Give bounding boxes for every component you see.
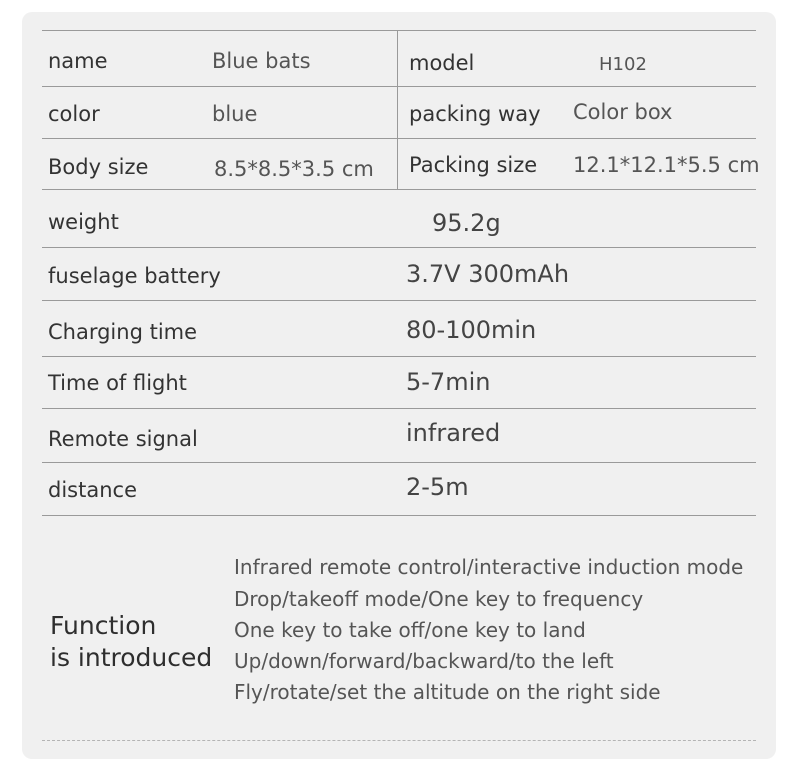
function-line: Drop/takeoff mode/One key to frequency: [234, 587, 644, 611]
packing-size-label: Packing size: [409, 153, 538, 177]
function-line: Infrared remote control/interactive induction mode: [234, 555, 744, 579]
table-rule-bottom: [42, 515, 756, 516]
body-size-value: 8.5*8.5*3.5 cm: [214, 157, 374, 181]
body-size-label: Body size: [48, 155, 149, 179]
table-rule: [42, 138, 756, 139]
table-rule: [42, 408, 756, 409]
distance-label: distance: [48, 478, 137, 502]
name-label: name: [48, 49, 108, 73]
charging-time-value: 80-100min: [406, 316, 537, 344]
table-rule: [42, 86, 756, 87]
weight-label: weight: [48, 210, 119, 234]
remote-signal-value: infrared: [406, 419, 501, 447]
flight-time-label: Time of flight: [48, 371, 187, 395]
packing-way-label: packing way: [409, 102, 541, 126]
column-divider: [397, 30, 398, 189]
table-rule-top: [42, 30, 756, 31]
packing-size-value: 12.1*12.1*5.5 cm: [573, 153, 760, 177]
section-rule-bottom: [42, 740, 756, 741]
function-line: Fly/rotate/set the altitude on the right side: [234, 680, 661, 704]
table-rule: [42, 356, 756, 357]
battery-value: 3.7V 300mAh: [406, 260, 570, 288]
table-rule: [42, 189, 756, 190]
table-rule: [42, 300, 756, 301]
name-value: Blue bats: [212, 49, 311, 73]
function-title-line-2: is introduced: [50, 643, 213, 672]
model-label: model: [409, 51, 475, 75]
weight-value: 95.2g: [432, 209, 501, 237]
remote-signal-label: Remote signal: [48, 427, 198, 451]
battery-label: fuselage battery: [48, 264, 221, 288]
charging-time-label: Charging time: [48, 320, 198, 344]
distance-value: 2-5m: [406, 473, 469, 501]
color-label: color: [48, 102, 100, 126]
packing-way-value: Color box: [573, 100, 673, 124]
function-line: One key to take off/one key to land: [234, 618, 586, 642]
function-title-line-1: Function: [50, 611, 157, 640]
function-line: Up/down/forward/backward/to the left: [234, 649, 614, 673]
color-value: blue: [212, 102, 258, 126]
table-rule: [42, 462, 756, 463]
flight-time-value: 5-7min: [406, 368, 491, 396]
table-rule: [42, 247, 756, 248]
model-value: H102: [599, 54, 647, 75]
